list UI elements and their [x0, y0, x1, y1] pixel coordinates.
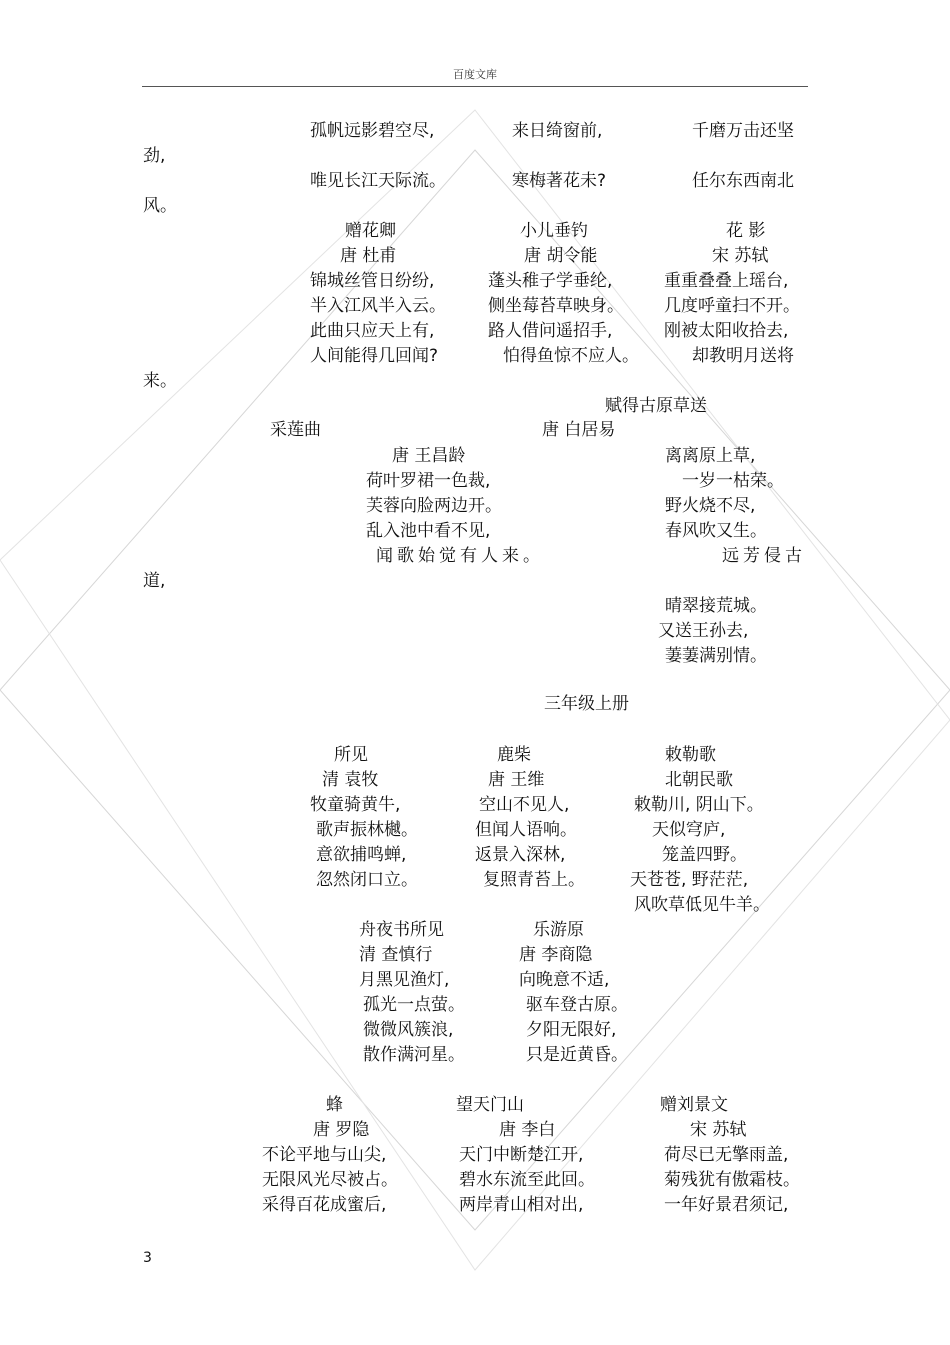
poem-line: 微微风簇浪,: [363, 1020, 454, 1040]
poem-line: 夕阳无限好,: [526, 1020, 617, 1040]
poem-line: 歌声振林樾。: [316, 820, 418, 840]
poem-line: 风。: [143, 196, 177, 216]
poem-author: 唐 胡令能: [524, 246, 598, 266]
poem-line: 却教明月送将: [692, 346, 794, 366]
poem-line: 天似穹庐,: [652, 820, 726, 840]
poem-title: 乐游原: [533, 920, 584, 940]
page-number: 3: [143, 1250, 152, 1266]
poem-line: 任尔东西南北: [692, 171, 794, 191]
poem-line: 空山不见人,: [479, 795, 570, 815]
poem-author: 唐 王维: [488, 770, 545, 790]
poem-line: 孤帆远影碧空尽,: [310, 121, 435, 141]
header-title: 百度文库: [453, 68, 497, 81]
poem-line: 采得百花成蜜后,: [262, 1195, 387, 1215]
poem-line: 远芳侵古: [722, 546, 806, 566]
poem-title: 望天门山: [456, 1095, 524, 1115]
poem-line: 不论平地与山尖,: [262, 1145, 387, 1165]
poem-title: 花 影: [726, 221, 766, 241]
section-heading: 三年级上册: [544, 694, 629, 714]
poem-line: 又送王孙去,: [658, 621, 749, 641]
poem-line: 月黑见渔灯,: [359, 970, 450, 990]
poem-line: 来。: [143, 371, 177, 391]
poem-line: 乱入池中看不见,: [366, 521, 491, 541]
poem-line: 意欲捕鸣蝉,: [316, 845, 407, 865]
poem-author: 唐 杜甫: [340, 246, 397, 266]
poem-line: 人间能得几回闻?: [310, 346, 439, 366]
poem-author: 清 袁牧: [322, 770, 379, 790]
poem-title: 小儿垂钓: [520, 221, 588, 241]
poem-line: 孤光一点萤。: [363, 995, 465, 1015]
poem-line: 萋萋满别情。: [665, 646, 767, 666]
poem-line: 散作满河星。: [363, 1045, 465, 1065]
poem-line: 碧水东流至此回。: [459, 1170, 595, 1190]
poem-title: 采莲曲: [270, 420, 321, 440]
poem-line: 侧坐莓苔草映身。: [488, 296, 624, 316]
poem-author: 唐 罗隐: [313, 1120, 370, 1140]
poem-line: 返景入深林,: [475, 845, 566, 865]
poem-line: 重重叠叠上瑶台,: [664, 271, 789, 291]
poem-line: 春风吹又生。: [665, 521, 767, 541]
poem-title: 赠花卿: [345, 221, 396, 241]
poem-line: 无限风光尽被占。: [262, 1170, 398, 1190]
poem-author: 宋 苏轼: [712, 246, 769, 266]
poem-author: 宋 苏轼: [690, 1120, 747, 1140]
poem-line: 晴翠接荒城。: [665, 596, 767, 616]
poem-line: 千磨万击还坚: [692, 121, 794, 141]
poem-line: 牧童骑黄牛,: [310, 795, 401, 815]
poem-line: 芙蓉向脸两边开。: [366, 496, 502, 516]
poem-title: 鹿柴: [497, 745, 531, 765]
poem-line: 半入江风半入云。: [310, 296, 446, 316]
poem-title: 赠刘景文: [660, 1095, 728, 1115]
poem-line: 但闻人语响。: [475, 820, 577, 840]
poem-title: 赋得古原草送: [605, 396, 707, 416]
poem-author: 清 查慎行: [359, 945, 433, 965]
poem-line: 离离原上草,: [665, 446, 756, 466]
poem-author: 唐 李白: [499, 1120, 556, 1140]
poem-line: 菊残犹有傲霜枝。: [664, 1170, 800, 1190]
poem-line: 唯见长江天际流。: [310, 171, 446, 191]
poem-line: 复照青苔上。: [483, 870, 585, 890]
poem-line: 寒梅著花未?: [512, 171, 607, 191]
poem-line: 风吹草低见牛羊。: [634, 895, 770, 915]
poem-line: 一年好景君须记,: [664, 1195, 789, 1215]
poem-title: 所见: [334, 745, 368, 765]
poem-line: 道,: [143, 571, 166, 591]
poem-line: 路人借问遥招手,: [488, 321, 613, 341]
poem-author: 唐 李商隐: [519, 945, 593, 965]
poem-line: 向晚意不适,: [519, 970, 610, 990]
poem-line: 只是近黄昏。: [526, 1045, 628, 1065]
poem-line: 驱车登古原。: [526, 995, 628, 1015]
poem-author: 唐 王昌龄: [392, 446, 466, 466]
poem-line: 来日绮窗前,: [512, 121, 603, 141]
poem-line: 几度呼童扫不开。: [664, 296, 800, 316]
poem-author: 北朝民歌: [665, 770, 733, 790]
poem-title: 舟夜书所见: [359, 920, 444, 940]
poem-title: 蜂: [326, 1095, 343, 1115]
poem-title: 敕勒歌: [665, 745, 716, 765]
poem-line: 蓬头稚子学垂纶,: [488, 271, 613, 291]
poem-line: 天苍苍, 野茫茫,: [630, 870, 749, 890]
poem-line: 怕得鱼惊不应人。: [503, 346, 639, 366]
poem-line: 敕勒川, 阴山下。: [634, 795, 764, 815]
poem-line: 此曲只应天上有,: [310, 321, 435, 341]
poem-line: 荷叶罗裙一色裁,: [366, 471, 491, 491]
poem-line: 刚被太阳收拾去,: [664, 321, 789, 341]
poem-line: 锦城丝管日纷纷,: [310, 271, 435, 291]
poem-line: 忽然闭口立。: [316, 870, 418, 890]
poem-line: 两岸青山相对出,: [459, 1195, 584, 1215]
poem-line: 野火烧不尽,: [665, 496, 756, 516]
header-divider: [142, 86, 808, 87]
poem-line: 一岁一枯荣。: [682, 471, 784, 491]
poem-line: 劲,: [143, 146, 166, 166]
poem-line: 闻歌始觉有人来。: [376, 546, 544, 566]
poem-line: 天门中断楚江开,: [459, 1145, 584, 1165]
poem-line: 笼盖四野。: [662, 845, 747, 865]
poem-author: 唐 白居易: [542, 420, 616, 440]
poem-line: 荷尽已无擎雨盖,: [664, 1145, 789, 1165]
